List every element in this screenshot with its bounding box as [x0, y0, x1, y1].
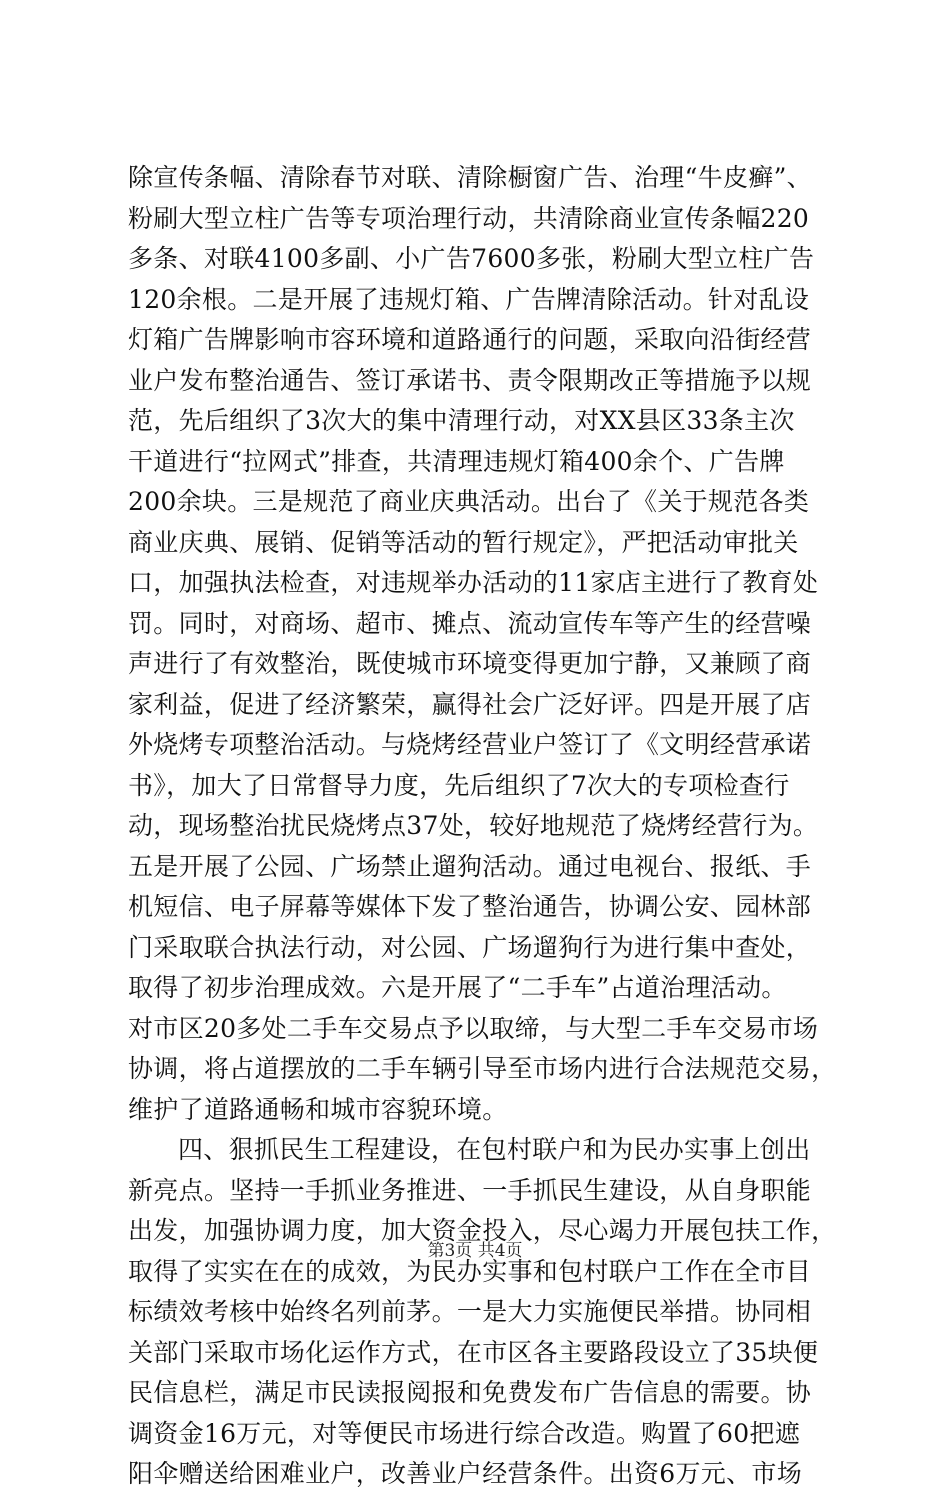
text-line: 取得了初步治理成效。六是开展了“二手车”占道治理活动。	[128, 973, 787, 1002]
text-line: 门采取联合执法行动，对公园、广场遛狗行为进行集中查处，	[128, 932, 812, 962]
text-line: 书》，加大了日常督导力度，先后组织了7次大的专项检查行	[128, 770, 790, 800]
paragraph-first-line: 四、狠抓民生工程建设，在包村联户和为民办实事上创出	[178, 1135, 811, 1164]
text-line: 协调，将占道摆放的二手车辆引导至市场内进行合法规范交易，	[128, 1054, 837, 1083]
text-line: 口，加强执法检查，对违规举办活动的11家店主进行了教育处	[128, 568, 819, 597]
text-line: 动，现场整治扰民烧烤点37处，较好地规范了烧烤经营行为。	[128, 811, 819, 840]
text-line: 取得了实实在在的成效，为民办实事和包村联户工作在全市目	[128, 1256, 812, 1286]
text-line: 新亮点。坚持一手抓业务推进、一手抓民生建设，从自身职能	[128, 1175, 812, 1205]
text-line: 商业庆典、展销、促销等活动的暂行规定》，严把活动审批关	[128, 527, 799, 557]
page-number-footer: 第3页 共4页	[427, 1241, 523, 1261]
text-line: 业户发布整治通告、签订承诺书、责令限期改正等措施予以规	[128, 365, 812, 395]
text-line: 机短信、电子屏幕等媒体下发了整治通告，协调公安、园林部	[128, 892, 812, 921]
text-line: 民信息栏，满足市民读报阅报和免费发布广告信息的需要。协	[128, 1378, 812, 1407]
text-line: 范，先后组织了3次大的集中清理行动，对XX县区33条主次	[128, 406, 795, 435]
text-line: 阳伞赠送给困难业户，改善业户经营条件。出资6万元、市场	[128, 1459, 803, 1488]
text-line: 调资金16万元，对等便民市场进行综合改造。购置了60把遮	[128, 1418, 801, 1448]
text-line: 多条、对联4100多副、小广告7600多张，粉刷大型立柱广告	[128, 244, 815, 273]
text-line: 关部门采取市场化运作方式，在市区各主要路段设立了35块便	[128, 1337, 819, 1367]
text-line: 出发，加强协调力度，加大资金投入，尽心竭力开展包扶工作，	[128, 1216, 837, 1245]
text-line: 标绩效考核中始终名列前茅。一是大力实施便民举措。协同相	[128, 1297, 812, 1326]
text-line: 家利益，促进了经济繁荣，赢得社会广泛好评。四是开展了店	[128, 689, 812, 719]
text-line: 粉刷大型立柱广告等专项治理行动，共清除商业宣传条幅220	[128, 203, 810, 233]
text-line: 200余块。三是规范了商业庆典活动。出台了《关于规范各类	[128, 487, 810, 516]
text-line: 罚。同时，对商场、超市、摊点、流动宣传车等产生的经营噪	[128, 608, 812, 638]
text-line: 除宣传条幅、清除春节对联、清除橱窗广告、治理“牛皮癣”、	[128, 163, 812, 192]
text-line: 维护了道路通畅和城市容貌环境。	[128, 1094, 508, 1124]
text-line: 120余根。二是开展了违规灯箱、广告牌清除活动。针对乱设	[128, 284, 810, 314]
text-line: 声进行了有效整治，既使城市环境变得更加宁静，又兼顾了商	[128, 649, 812, 678]
text-line: 灯箱广告牌影响市容环境和道路通行的问题，采取向沿街经营	[128, 325, 812, 354]
text-line: 五是开展了公园、广场禁止遛狗活动。通过电视台、报纸、手	[128, 851, 812, 881]
text-line: 外烧烤专项整治活动。与烧烤经营业户签订了《文明经营承诺	[128, 730, 812, 759]
text-line: 对市区20多处二手车交易点予以取缔，与大型二手车交易市场	[128, 1013, 819, 1043]
text-line: 干道进行“拉网式”排查，共清理违规灯箱400余个、广告牌	[128, 446, 785, 476]
document-body	[128, 158, 837, 1495]
